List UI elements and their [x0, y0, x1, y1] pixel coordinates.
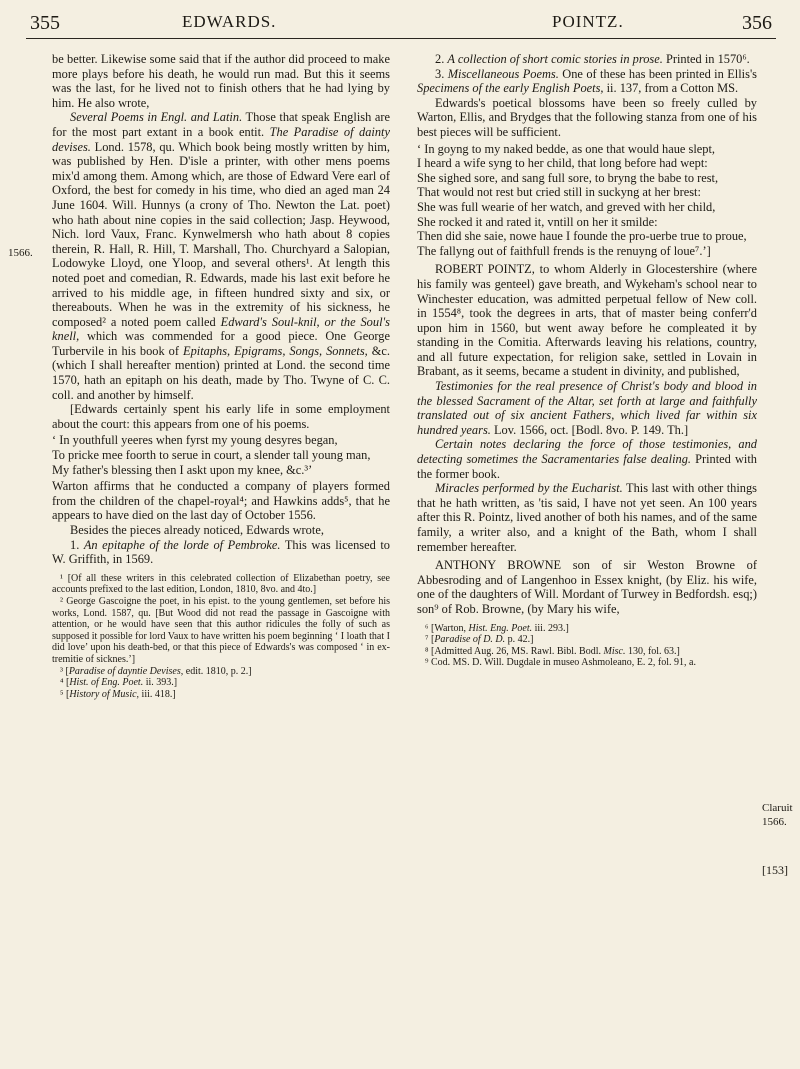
text: which was commended for a good piece. One George Turbervile in his book of: [52, 329, 390, 358]
text: iii. 293.]: [532, 622, 569, 634]
footnotes-left: [52, 573, 390, 701]
text: iii. 418.]: [139, 688, 176, 700]
title-italic: Misc.: [603, 645, 626, 657]
text: Those that speak English are for the most part extant in a book entit.: [52, 110, 390, 139]
footnotes-right: [417, 623, 757, 669]
left-column: [52, 52, 390, 700]
right-column: [417, 52, 757, 669]
footnote: [52, 677, 390, 689]
text: ³ [: [60, 665, 69, 677]
text: ⁷ [: [425, 634, 435, 646]
text: ⁵ [: [60, 688, 70, 700]
verse-line: My father's blessing then I askt upon my knee, &c.³’: [52, 462, 313, 477]
text: p. 42.]: [505, 634, 534, 646]
running-header: [0, 8, 800, 38]
paragraph: [417, 379, 757, 437]
verse-line: That would not rest but cried still in suckyng at her brest:: [417, 185, 701, 200]
title-italic: Several Poems in Engl. and Latin.: [70, 110, 243, 125]
title-italic: A collection of short comic stories in prose.: [447, 52, 663, 66]
margin-year-right: 1566.: [762, 816, 787, 828]
text: 1.: [70, 537, 84, 552]
footnote: [417, 646, 757, 658]
page-number-right: 356: [742, 12, 772, 34]
margin-note-claruit: Claruit: [762, 802, 793, 814]
title-italic: Hist. Eng. Poet.: [468, 622, 533, 634]
title-italic: Epitaphs, Epigrams, Songs, Sonnets,: [183, 343, 368, 358]
footnote: [417, 634, 757, 646]
verse-quote: [52, 433, 390, 477]
footnote: [417, 623, 757, 635]
text: Lov. 1566, oct. [Bodl. 8vo. P. 149. Th.]: [490, 422, 689, 437]
text: This last with other things that he hath written, as 'tis said, I have not yet seen. An 100 years after this R. Pointz, lived another of both his names, and of the same family, a writer also, and a knight of the Bath, whom I shall remember hereafter.: [417, 481, 758, 554]
paragraph: Edwards's poetical blossoms have been so freely culled by Warton, Ellis, and Brydges that the following stanza from one of his best pieces will be sufficient.: [417, 95, 757, 139]
footnote: ¹ [Of all these writers in this celebrated collection of Elizabethan poetry, see accounts prefixed to the last edition, London, 1810, 8vo. and 4to.]: [52, 572, 390, 596]
text: One of these has been printed in Ellis's: [558, 66, 757, 81]
running-title-right: POINTZ.: [552, 12, 624, 31]
verse-line: She rocked it and rated it, vntill on her it smilde:: [417, 214, 658, 229]
title-italic: History of Music,: [69, 688, 140, 700]
verse-line: Then did she saie, nowe haue I founde the pro-uerbe true to proue,: [417, 229, 747, 244]
header-rule: [26, 38, 776, 39]
margin-page-ref: [153]: [762, 863, 788, 877]
title-italic: Paradise of dayntie Devises,: [68, 665, 184, 677]
title-italic: Miracles performed by the Eucharist.: [435, 481, 623, 496]
paragraph: [52, 110, 390, 402]
title-italic: The Paradise of dainty devises.: [52, 124, 390, 154]
verse-line: She sighed sore, and sang full sore, to bryng the babe to rest,: [417, 170, 719, 185]
title-italic: Testimonies for the real presence of Christ's body and blood in the blessed Sacrament of the Altar, set forth at large and faithfully translated out of six ancient Fathers, which lived far within six hundred years.: [417, 379, 757, 437]
title-italic: Hist. of Eng. Poet.: [69, 677, 144, 689]
text: ⁴ [: [60, 677, 70, 689]
text: ⁸ [Admitted Aug. 26, MS. Rawl. Bibl. Bodl.: [425, 645, 604, 657]
title-italic: Certain notes declaring the force of those testimonies, and detecting sometimes the Sacramentaries false dealing.: [417, 437, 757, 467]
verse-line: To pricke mee foorth to serue in court, a slender tall young man,: [52, 448, 371, 463]
verse-line: ‘ In youthfull yeeres when fyrst my young desyres began,: [52, 433, 338, 448]
paragraph: [52, 538, 390, 567]
text: ii. 137, from a Cotton MS.: [603, 81, 739, 96]
text: Printed in 1570⁶.: [662, 52, 750, 66]
running-title-left: EDWARDS.: [182, 12, 277, 31]
text: This was licensed to W. Griffith, in 1569.: [52, 537, 390, 567]
verse-line: The fallyng out of faithfull frends is the renuyng of loue⁷.’]: [417, 243, 711, 258]
paragraph: [Edwards certainly spent his early life in some employment about the court: this appears from one of his poems.: [52, 402, 390, 431]
page-number-left: 355: [30, 12, 60, 34]
paragraph: [417, 481, 757, 554]
title-italic: Edward's Soul-knil, or the Soul's knell,: [52, 314, 390, 344]
title-italic: Paradise of D. D.: [434, 634, 506, 646]
paragraph: be better. Likewise some said that if the author did proceed to make more plays before his death, he would run mad. But this it seems was the last, for he lived not to finish others that he had lying by him. He also wrote,: [52, 52, 390, 110]
title-italic: Specimens of the early English Poets,: [417, 81, 604, 96]
footnote: [52, 666, 390, 678]
text: ii. 393.]: [143, 677, 178, 689]
paragraph: [417, 67, 757, 96]
verse-quote: [417, 142, 757, 259]
footnote: ⁹ Cod. MS. D. Will. Dugdale in museo Ashmoleano, E. 2, fol. 91, a.: [425, 657, 696, 669]
footnote: [52, 689, 390, 701]
text: Printed with the former book.: [417, 452, 757, 481]
footnote: ² George Gascoigne the poet, in his epist. to the young gentlemen, set before his works, Lond. 1587, qu. [But Wood did not read the passage in Gascoigne with attention, or he would have seen that this author ridicules the folly of such as supposed it possible for lord Vaux to have written his poem beginning ‘ I loath that I did love’ upon his death-bed, or that this piece of Edwards's was composed ‘ in ex-tremitie of sicknes.’]: [52, 595, 390, 665]
paragraph: Warton affirms that he conducted a company of players formed from the children of the chapel-royal⁴; and Hawkins adds⁵, that he appears to have died on the last day of October 1556.: [52, 479, 390, 523]
text: 3.: [435, 66, 448, 81]
text: 130, fol. 63.]: [625, 645, 680, 657]
text: ⁶ [Warton,: [425, 622, 469, 634]
verse-line: I heard a wife syng to her child, that long before had wept:: [417, 156, 708, 171]
paragraph-browne: ANTHONY BROWNE son of sir Weston Browne of Abbesroding and of Langenhoo in Essex knight, (by Eliz. his wife, one of the daughters of Will. Mordant of Turwey in Bedfordsh. esq;) son⁹ of Rob. Browne, (by Mary his wife,: [417, 558, 757, 616]
verse-line: ‘ In goyng to my naked bedde, as one that would haue slept,: [417, 141, 715, 156]
text: edit. 1810, p. 2.]: [183, 665, 252, 677]
title-italic: An epitaphe of the lorde of Pembroke.: [83, 537, 281, 552]
paragraph: Besides the pieces already noticed, Edwards wrote,: [70, 523, 324, 537]
paragraph: [417, 52, 757, 67]
title-italic: Miscellaneous Poems.: [447, 66, 559, 81]
text: 2.: [435, 52, 448, 66]
paragraph: [417, 437, 757, 481]
paragraph-pointz: ROBERT POINTZ, to whom Alderly in Glocestershire (where his family was genteel) gave breath, and Wykeham's school near to Winchester education, was admitted perpetual fellow of New coll. in 1554⁸, took the degrees in arts, that of master being conferr'd upon him in 1560, but went away before he compleated it by standing in the Comitia. Afterwards leaving his relations, country, and all future expectation, for religion sake, settled in Lovain in Brabant, as it seems, became a student in divinity, and published,: [417, 262, 757, 379]
text: &c. (which I shall hereafter mention) printed at Lond. the second time 1570, hath an epitaph on his death, made by Tho. Twyne of C. C. coll. and another by himself.: [52, 343, 390, 402]
margin-year-left: 1566.: [8, 247, 33, 259]
verse-line: She was full wearie of her watch, and greved with her child,: [417, 199, 716, 214]
text: Lond. 1578, qu. Which book being mostly written by him, was published by Hen. D'isle a printer, with other mens poems mix'd among them. Among which, are those of Edward Vere earl of Oxford, the best for comedy in his time, who died an aged man 24 June 1604. Will. Hunnys (a crony of Tho. Newton the Lat. poet) who hath about nine copies in the said collection; Jasp. Heywood, Nich. lord Vaux, Franc. Kynwelmersh who hath about 8 copies therein, R. Hall, R. Hill, T. Marshall, Tho. Churchyard a Salopian, Lodowyke Lloyd, one Yloop, and several others¹. At length this noted poet and comedian, R. Edwards, made his last exit before he arrived to his middle age, in fifteen hundred sixty and six, or thereabouts. When he was in the extremity of his sickness, he composed² a noted poem called: [52, 139, 390, 329]
